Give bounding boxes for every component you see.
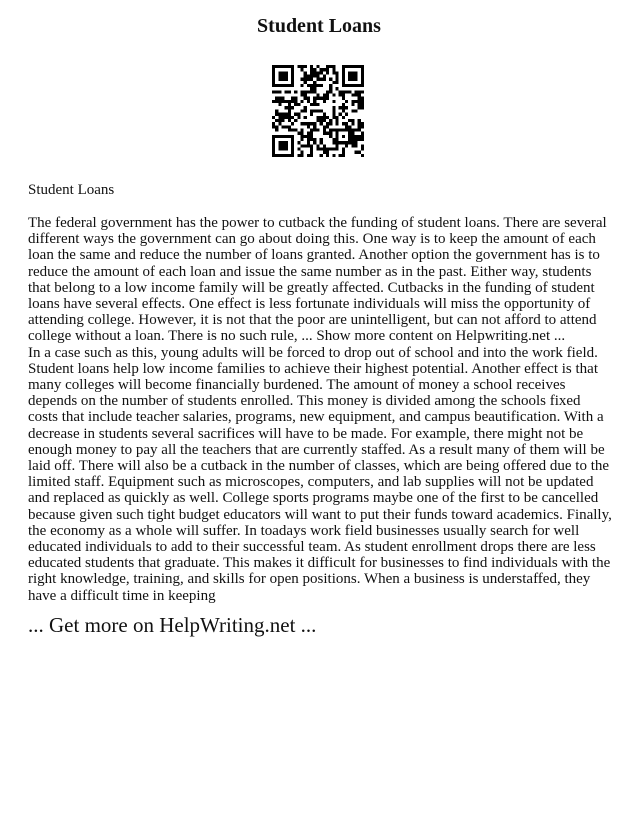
document-title: Student Loans [257, 15, 381, 37]
body-paragraph-1: The federal government has the power to cutback the funding of student loans. There are several different ways the government can go about doing this. One way is to keep the amount of each loan the same and reduce the number of loans granted. Another option the government has is to reduce the amount of each loan and issue the same number as in the past. Either way, students that belong to a low income family will be greatly affected. Cutbacks in the funding of student loans have several effects. One effect is less fortunate individuals will miss the opportunity of attending college. However, it is not that the poor are unintelligent, but can not afford to attend college without a loan. There is no such rule, ... Show more content on Helpwriting.net ... [28, 215, 607, 345]
document-body [28, 215, 614, 604]
get-more-link[interactable]: ... Get more on HelpWriting.net ... [28, 613, 317, 637]
qr-code-icon [272, 65, 364, 157]
document-subheading: Student Loans [28, 182, 115, 198]
body-paragraph-2: In a case such as this, young adults will be forced to drop out of school and into the work field. Student loans help low income families to achieve their highest potential. Another effect is that many colleges will become financially burdened. The amount of money a school receives depends on the number of students enrolled. This money is divided among the schools fixed costs that include teacher salaries, programs, new equipment, and campus beautification. With a decrease in students several sacrifices will have to be made. For example, there might not be enough money to pay all the teachers that are currently staffed. As a result many of them will be laid off. There will also be a cutback in the number of classes, which are being offered due to the limited staff. Equipment such as microscopes, computers, and lab supplies will not be updated and replaced as quickly as well. College sports programs maybe one of the first to be cancelled because given such tight budget educators will want to put their funds toward academics. Finally, the economy as a whole will suffer. In toadays work field businesses usually search for well educated individuals to add to their successful team. As student enrollment drops there are less educated students that graduate. This makes it difficult for businesses to find individuals with the right knowledge, training, and skills for open positions. When a business is understaffed, they have a difficult time in keeping [28, 344, 612, 604]
